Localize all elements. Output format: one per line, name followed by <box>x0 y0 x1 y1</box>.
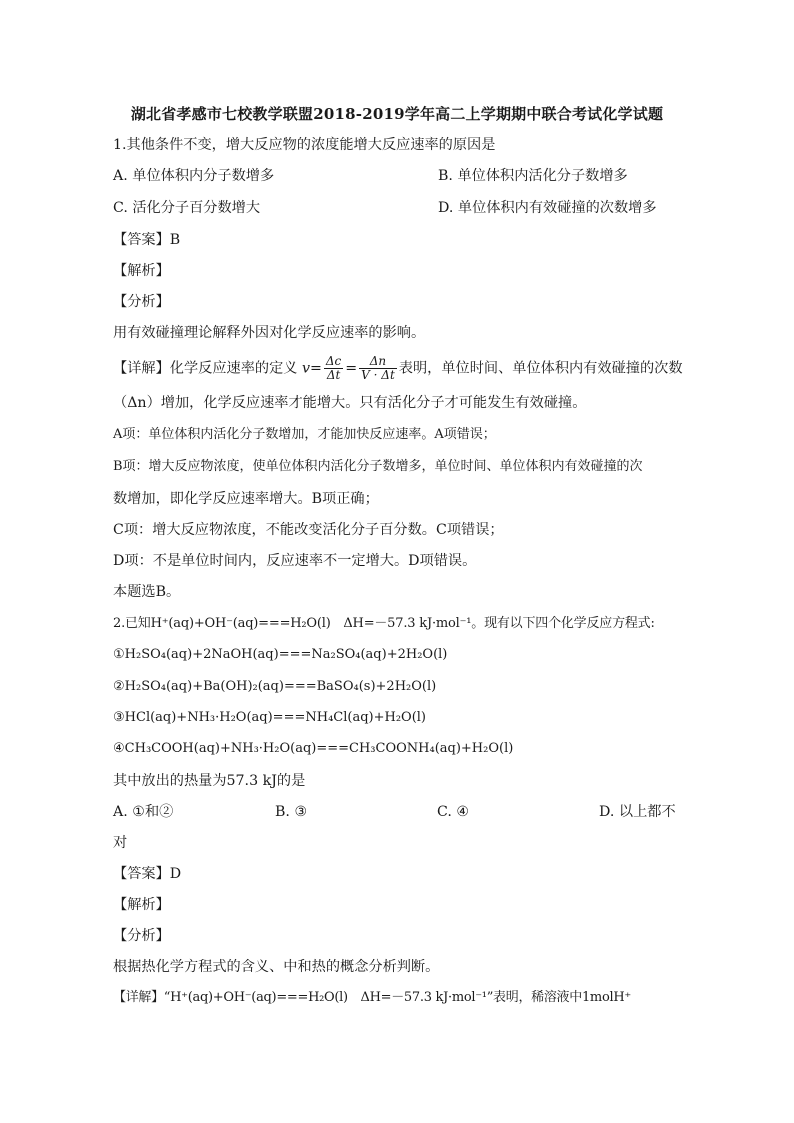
q1-item-d: D项：不是单位时间内，反应速率不一定增大。D项错误。 <box>113 553 477 569</box>
q2-equation-4: ④CH₃COOH(aq)+NH₃·H₂O(aq)===CH₃COONH₄(aq)+H₂O(l) <box>113 741 514 756</box>
q1-conclusion: 本题选B。 <box>113 584 181 600</box>
q2-analysis-label: 【解析】 <box>113 897 170 913</box>
q2-fenxi-label: 【分析】 <box>113 928 170 944</box>
q1-option-c: C. 活化分子百分数增大 <box>113 200 261 216</box>
q2-question: 其中放出的热量为57.3 kJ的是 <box>113 773 306 789</box>
q2-equation-1: ①H₂SO₄(aq)+2NaOH(aq)===Na₂SO₄(aq)+2H₂O(l) <box>113 647 448 662</box>
q1-option-b: B. 单位体积内活化分子数增多 <box>438 168 628 184</box>
q1-item-a: A项：单位体积内活化分子数增加，才能加快反应速率。A项错误； <box>113 427 496 442</box>
rate-fraction-1-denominator: Δt <box>326 368 341 382</box>
document-title: 湖北省孝感市七校教学联盟2018-2019学年高二上学期期中联合考试化学试题 <box>130 105 664 123</box>
rate-fraction-1 <box>324 355 343 382</box>
q1-fenxi-label: 【分析】 <box>113 294 170 310</box>
q1-detail-line1 <box>113 355 683 382</box>
q2-option-d: D. 以上都不 <box>599 804 676 820</box>
q2-stem: 2.已知H⁺(aq)+OH⁻(aq)===H₂O(l) ΔH=－57.3 kJ·mol⁻¹。现有以下四个化学反应方程式: <box>113 616 655 631</box>
q1-item-b-line2: 数增加，即化学反应速率增大。B项正确； <box>113 491 379 507</box>
q1-analysis-label: 【解析】 <box>113 263 170 279</box>
rate-formula-v: v= <box>301 360 322 377</box>
q1-detail-label: 【详解】 <box>113 360 170 377</box>
q1-detail-pre: 化学反应速率的定义 <box>169 360 298 377</box>
rate-fraction-2-denominator: V · Δt <box>361 368 395 382</box>
q1-detail-post: 表明，单位时间、单位体积内有效碰撞的次数 <box>398 360 683 377</box>
q1-fenxi-text: 用有效碰撞理论解释外因对化学反应速率的影响。 <box>113 325 426 341</box>
q1-option-d: D. 单位体积内有效碰撞的次数增多 <box>438 200 657 216</box>
rate-fraction-1-numerator: Δc <box>325 354 342 368</box>
rate-fraction-2 <box>359 355 397 382</box>
q1-item-b-line1: B项：增大反应物浓度，使单位体积内活化分子数增多，单位时间、单位体积内有效碰撞的次 <box>113 459 643 474</box>
q1-option-a: A. 单位体积内分子数增多 <box>113 168 275 184</box>
q2-equation-3: ③HCl(aq)+NH₃·H₂O(aq)===NH₄Cl(aq)+H₂O(l) <box>113 710 427 725</box>
q2-fenxi-text: 根据热化学方程式的含义、中和热的概念分析判断。 <box>113 959 440 975</box>
q2-option-a: A. ①和② <box>113 804 174 820</box>
q1-detail-line2: （Δn）增加，化学反应速率才能增大。只有活化分子才可能发生有效碰撞。 <box>113 395 587 411</box>
q1-stem: 1.其他条件不变，增大反应物的浓度能增大反应速率的原因是 <box>113 137 496 153</box>
q2-detail: 【详解】“H⁺(aq)+OH⁻(aq)===H₂O(l) ΔH=－57.3 kJ·mol⁻¹”表明，稀溶液中1molH⁺ <box>113 990 631 1005</box>
q1-item-c: C项：增大反应物浓度，不能改变活化分子百分数。C项错误； <box>113 522 504 538</box>
q2-option-b: B. ③ <box>275 804 308 820</box>
q2-equation-2: ②H₂SO₄(aq)+Ba(OH)₂(aq)===BaSO₄(s)+2H₂O(l) <box>113 679 437 694</box>
rate-fraction-2-numerator: Δn <box>359 355 397 369</box>
q2-answer: 【答案】D <box>113 866 182 882</box>
q2-option-c: C. ④ <box>437 804 470 820</box>
rate-formula-equals: = <box>345 360 358 377</box>
q1-answer: 【答案】B <box>113 232 181 248</box>
q2-option-d-continued: 对 <box>113 835 128 851</box>
